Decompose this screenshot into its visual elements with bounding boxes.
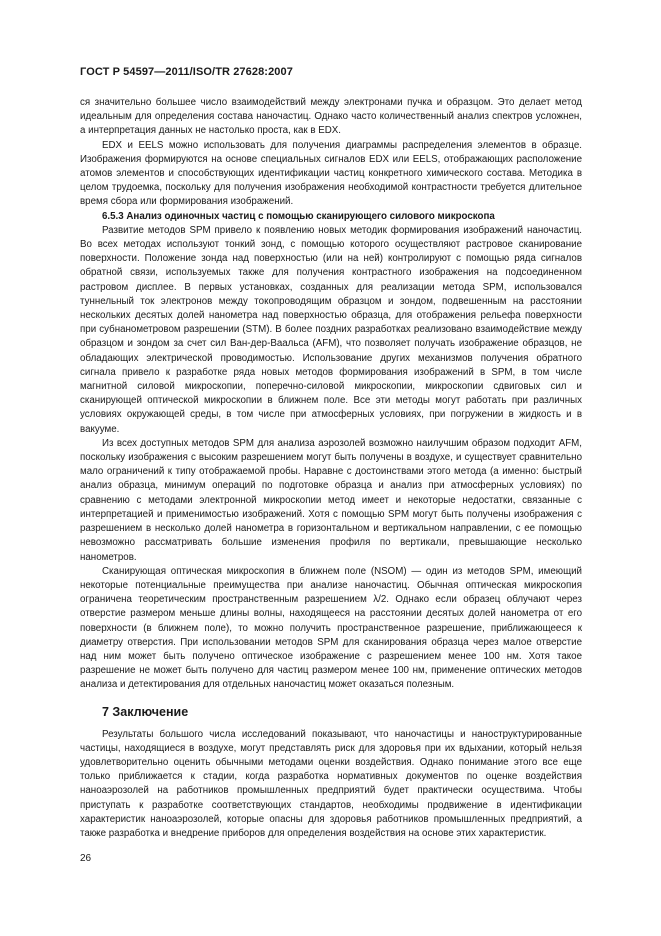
paragraph-nsom: Сканирующая оптическая микроскопия в ближнем поле (NSOM) — один из методов SPM, имеющий некоторые потенциальные преимущества при анализе наночастиц. Обычная оптическая микроскопия ограничена теоретическим пространственным разрешением λ/2. Однако если образец облучают через отверстие размером меньше длины волны, находящееся на расстоянии десятых долей нанометра от его поверхности (в ближнем поле), то можно получить пространственное разрешение, приближающееся к диаметру отверстия. При использовании методов SPM для сканирования образца через малое отверстие над ним может быть получено оптическое изображение с разрешением менее 100 нм. Хотя такое разрешение не может быть получено для частиц размером менее 100 нм, применение оптических методов анализа и детектирования для отдельных наночастиц может оказаться полезным. [80,565,582,691]
paragraph-continuation: ся значительно большее число взаимодействий между электронами пучка и образцом. Это делает метод идеальным для определения состава наночастиц. Однако часто количественный анализ спектров усложнен, а интерпретация данных не настолько проста, как в EDX. [80,97,582,137]
page-number: 26 [80,853,92,864]
paragraph-spm-methods: Развитие методов SPM привело к появлению новых методик формирования изображений наночастиц. Во всех методах используют тонкий зонд, с помощью которого осуществляют растровое сканирование поверхности. Положение зонда над поверхностью (или на ней) контролируют с помощью ряда сигналов обратной связи, используемых также для получения контрастного изображения на подсоединенном растровом дисплее. В первых установках, созданных для реализации метода SPM, использовался туннельный ток электронов между токопроводящим образцом и зондом, подвешенным на расстоянии нескольких десятых долей нанометра над поверхностью образца, для отображения рельефа поверхности при субнанометровом разрешении (STM). В более поздних разработках реализовано взаимодействие между образцом и зондом за счет сил Ван-дер-Ваальса (AFM), что позволяет получать изображение образцов, не обладающих электрической проводимостью. Использование других механизмов получения обратного сигнала привело к разработке ряда новых методов формирования изображений в SPM, в том числе магнитной силовой микроскопии, поперечно-силовой микроскопии, микроскопии сдвиговых сил и сканирующей оптической микроскопии в ближнем поле. Все эти методы могут работать при различных условиях окружающей среды, в том числе при атмосферных условиях, при погружении в жидкость и в вакууме. [80,224,582,435]
paragraph-edx-eels: EDX и EELS можно использовать для получения диаграммы распределения элементов в образце. Изображения формируются на основе специальных сигналов EDX или EELS, отображающих расположение атомов элементов и способствующих идентификации частиц конкретного химического состава. Методика в целом трудоемка, поскольку для получения изображения необходимой контрастности требуется длительное время сбора или формирования изображений. [80,139,582,208]
paragraph-conclusion: Результаты большого числа исследований показывают, что наночастицы и наноструктурированные частицы, находящиеся в воздухе, могут представлять риск для здоровья при их вдыхании, который нельзя удовлетворительно оценить обычными методами оценки воздействия. Однако понимание этого все еще только приближается к стадии, когда разработка нормативных документов по оценке воздействия наноаэрозолей на работников промышленных предприятий будет практически осуществима. Чтобы приступать к разработке соответствующих стандартов, необходимы продвижение в идентификации характеристик наноаэрозолей, которые опасны для здоровья работников промышленных предприятий, а также разработка и внедрение приборов для определения воздействия на основе этих характеристик. [80,728,582,839]
document-header: ГОСТ Р 54597—2011/ISO/TR 27628:2007 [80,66,293,78]
section-heading: 7 Заключение [102,704,189,719]
subsection-heading: 6.5.3 Анализ одиночных частиц с помощью сканирующего силового микроскопа [102,210,495,222]
document-body [80,96,582,841]
paragraph-afm: Из всех доступных методов SPM для анализа аэрозолей возможно наилучшим образом подходит AFM, поскольку изображения с высоким разрешением могут быть получены в воздухе, и существует сравнительно мало ограничений к типу отображаемой пробы. Наравне с достоинствами этого метода (а именно: быстрый анализ образца, минимум операций по подготовке образца и анализ при атмосферных условиях) по сравнению с методами электронной микроскопии метод имеет и некоторые недостатки, связанные с интерпретацией и применимостью изображений. Хотя с помощью SPM могут быть получены изображения с разрешением в несколько долей нанометра в горизонтальном и вертикальном направлении, с ее помощью невозможно рассматривать большие изменения профиля по вертикали, превышающие несколько нанометров. [80,437,582,563]
